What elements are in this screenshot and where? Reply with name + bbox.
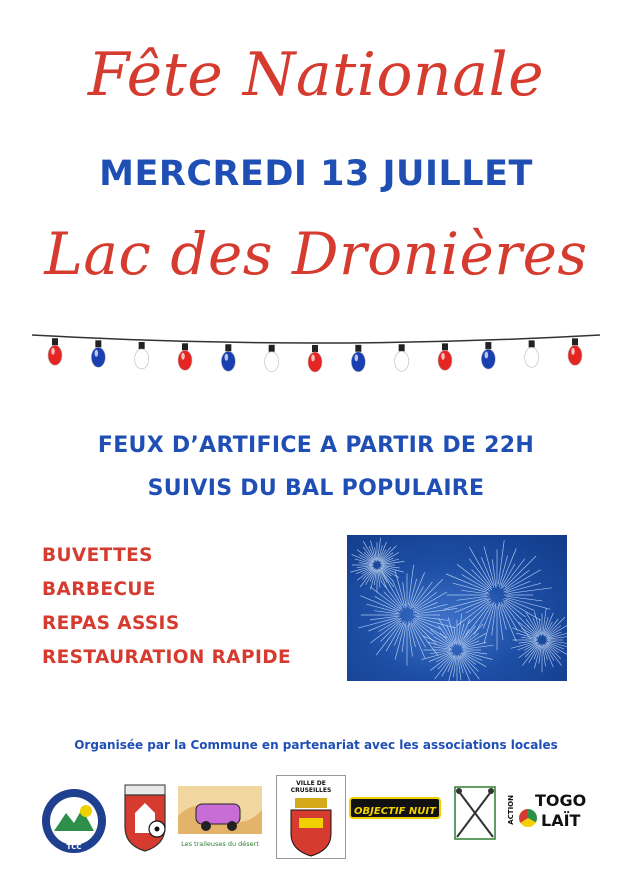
event-location: Lac des Dronières — [44, 220, 588, 288]
event-date: MERCREDI 13 JUILLET — [99, 154, 533, 194]
organiser-text: Organisée par la Commune en partenariat avec les associations locales — [74, 738, 558, 752]
light-bulb-icon — [308, 345, 322, 372]
light-bulb-icon — [221, 344, 235, 371]
togo-globe-icon — [519, 809, 537, 827]
light-bulb-icon — [438, 343, 452, 370]
fireworks-photo — [347, 535, 567, 681]
service-item-repas: REPAS ASSIS — [42, 613, 180, 634]
light-bulb-icon — [135, 342, 149, 369]
fc-cruseilles-logo — [121, 783, 169, 853]
objectif-nuit-logo — [349, 797, 441, 825]
event-title: Fête Nationale — [87, 40, 545, 110]
objectif-nuit-label: OBJECTIF NUIT — [354, 806, 436, 817]
traileuses-caption: Les traileuses du désert — [181, 840, 259, 848]
firework-burst — [350, 538, 404, 593]
ville-caption: VILLE DE CRUSEILLES — [290, 780, 332, 794]
drummers-association-logo — [449, 783, 501, 845]
light-bulb-icon — [568, 338, 582, 365]
light-bulb-icon — [178, 343, 192, 370]
service-item-restauration: RESTAURATION RAPIDE — [42, 647, 292, 668]
tennis-club-logo — [40, 787, 108, 855]
action-togo-lait-logo — [507, 789, 589, 837]
light-bulb-icon — [265, 345, 279, 372]
service-item-buvettes: BUVETTES — [42, 545, 153, 566]
light-bulb-icon — [395, 344, 409, 371]
traileuses-logo — [178, 786, 262, 850]
light-bulb-icon — [91, 340, 105, 367]
light-garland-illustration — [0, 325, 632, 385]
firework-burst — [421, 614, 493, 681]
service-item-barbecue: BARBECUE — [42, 579, 156, 600]
ville-cruseilles-logo — [276, 775, 346, 859]
bal-text: SUIVIS DU BAL POPULAIRE — [147, 476, 485, 501]
action-label: ACTION — [507, 795, 515, 825]
services-list — [42, 543, 291, 679]
light-bulb-icon — [481, 342, 495, 369]
light-bulb-icon — [48, 338, 62, 365]
togo-label: TOGO — [535, 791, 587, 810]
tennis-club-initials: TCC — [66, 843, 82, 851]
lait-label: LAÏT — [541, 811, 581, 830]
light-bulb-icon — [351, 345, 365, 372]
light-bulb-icon — [525, 340, 539, 367]
fireworks-text: FEUX D’ARTIFICE A PARTIR DE 22H — [97, 433, 535, 458]
